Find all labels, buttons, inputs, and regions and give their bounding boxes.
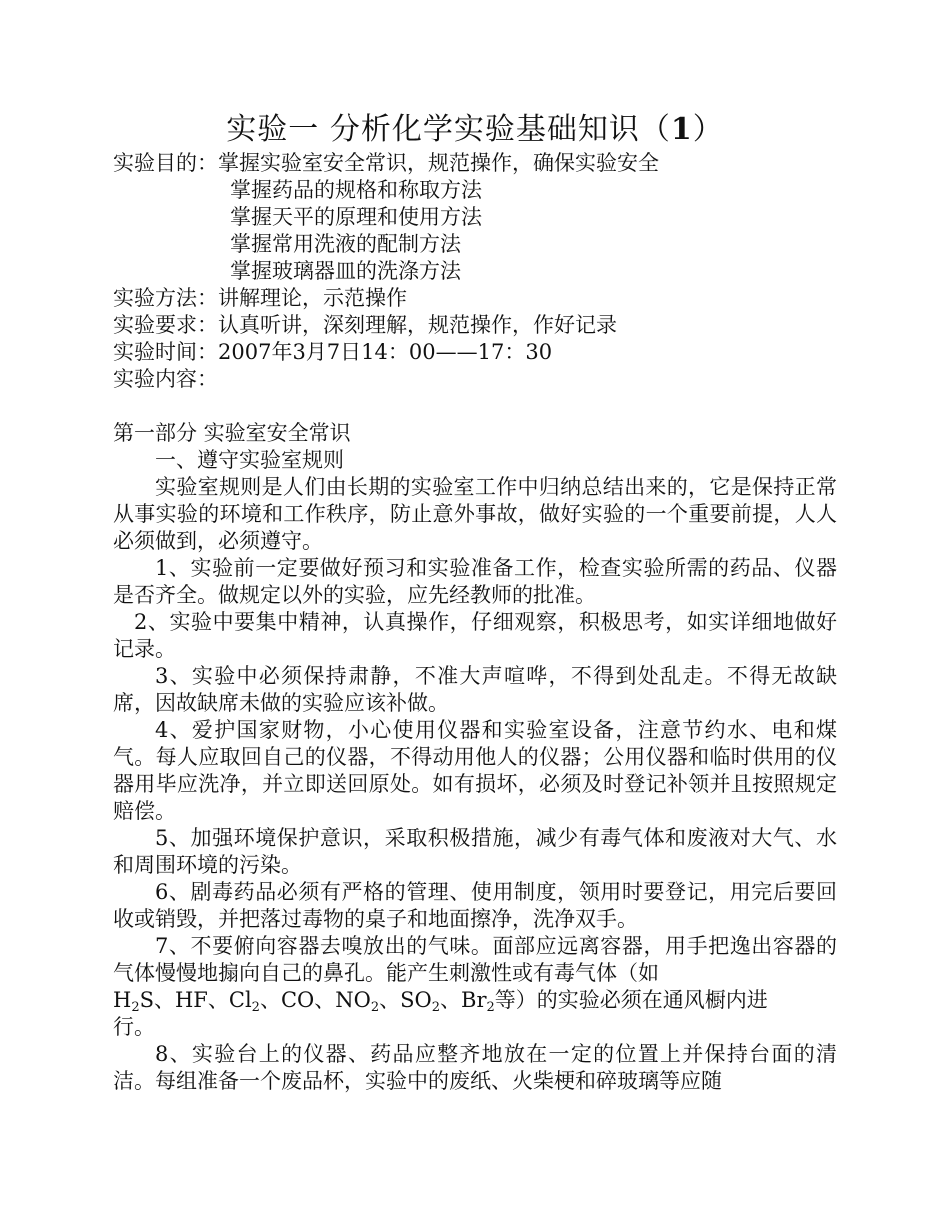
time-label: 实验时间： <box>113 340 218 364</box>
purpose-item: 掌握常用洗液的配制方法 <box>230 232 461 256</box>
subscript: 2 <box>486 1000 495 1015</box>
formula-text: 等）的实验必须在通风橱内进 <box>494 988 768 1012</box>
requirement-value: 认真听讲，深刻理解，规范操作，作好记录 <box>218 313 617 337</box>
rule-paragraph: 4、爱护国家财物，小心使用仪器和实验室设备，注意节约水、电和煤气。每人应取回自己的仪器，不得动用他人的仪器；公用仪器和临时供用的仪器用毕应洗净，并立即送回原处。如有损坏，必须及时登记补领并且按照规定赔偿。 <box>113 718 837 823</box>
purpose-label: 实验目的： <box>113 151 218 175</box>
rule-ending: 行。 <box>113 1015 155 1039</box>
rule-paragraph: 7、不要俯向容器去嗅放出的气味。面部应远离容器，用手把逸出容器的气体慢慢地搧向自己的鼻孔。能产生刺激性或有毒气体（如 <box>113 934 837 985</box>
requirement-label: 实验要求： <box>113 313 218 337</box>
formula-line <box>113 987 768 1014</box>
purpose-item: 掌握实验室安全常识，规范操作，确保实验安全 <box>218 151 659 175</box>
rule-paragraph: 8、实验台上的仪器、药品应整齐地放在一定的位置上并保持台面的清洁。每组准备一个废品杯，实验中的废纸、火柴梗和碎玻璃等应随 <box>113 1042 837 1093</box>
content-label: 实验内容： <box>113 367 218 391</box>
requirement-line <box>113 312 617 339</box>
purpose-line <box>113 150 659 177</box>
purpose-item: 掌握天平的原理和使用方法 <box>230 205 482 229</box>
part-title: 第一部分 实验室安全常识 <box>113 421 351 445</box>
purpose-item: 掌握药品的规格和称取方法 <box>230 178 482 202</box>
subscript: 2 <box>131 1000 140 1015</box>
formula-text: 、SO <box>379 988 432 1012</box>
method-label: 实验方法： <box>113 286 218 310</box>
intro-paragraph: 实验室规则是人们由长期的实验室工作中归纳总结出来的，它是保持正常从事实验的环境和工作秩序，防止意外事故，做好实验的一个重要前提，人人必须做到，必须遵守。 <box>113 475 837 553</box>
formula-text: S、HF、Cl <box>139 988 252 1012</box>
rule-paragraph: 6、剧毒药品必须有严格的管理、使用制度，领用时要登记，用完后要回收或销毁，并把落过毒物的桌子和地面擦净，洗净双手。 <box>113 880 837 931</box>
rule-paragraph: 1、实验前一定要做好预习和实验准备工作，检查实验所需的药品、仪器是否齐全。做规定以外的实验，应先经教师的批准。 <box>113 556 837 607</box>
title-text: 实验一 分析化学实验基础知识（ <box>226 112 671 147</box>
purpose-item: 掌握玻璃器皿的洗涤方法 <box>230 259 461 283</box>
rule-paragraph: 5、加强环境保护意识，采取积极措施，减少有毒气体和废液对大气、水和周围环境的污染。 <box>113 826 837 877</box>
formula-text: 、Br <box>440 988 487 1012</box>
rule-paragraph: 2、实验中要集中精神，认真操作，仔细观察，积极思考，如实详细地做好记录。 <box>113 610 837 661</box>
subscript: 2 <box>251 1000 260 1015</box>
time-line <box>113 339 552 366</box>
document-title <box>0 110 950 150</box>
formula-text: H <box>113 988 132 1012</box>
time-value: 2007年3月7日14：00——17：30 <box>218 340 553 364</box>
title-number: 1 <box>670 112 693 147</box>
subscript: 2 <box>370 1000 380 1015</box>
title-close: ） <box>692 112 724 147</box>
method-line <box>113 285 407 312</box>
subscript: 2 <box>431 1000 441 1015</box>
formula-text: 、CO、NO <box>259 988 371 1012</box>
rule-paragraph: 3、实验中必须保持肃静，不准大声喧哗，不得到处乱走。不得无故缺席，因故缺席未做的实验应该补做。 <box>113 664 837 715</box>
method-value: 讲解理论，示范操作 <box>218 286 407 310</box>
subsection-title: 一、遵守实验室规则 <box>155 448 344 472</box>
